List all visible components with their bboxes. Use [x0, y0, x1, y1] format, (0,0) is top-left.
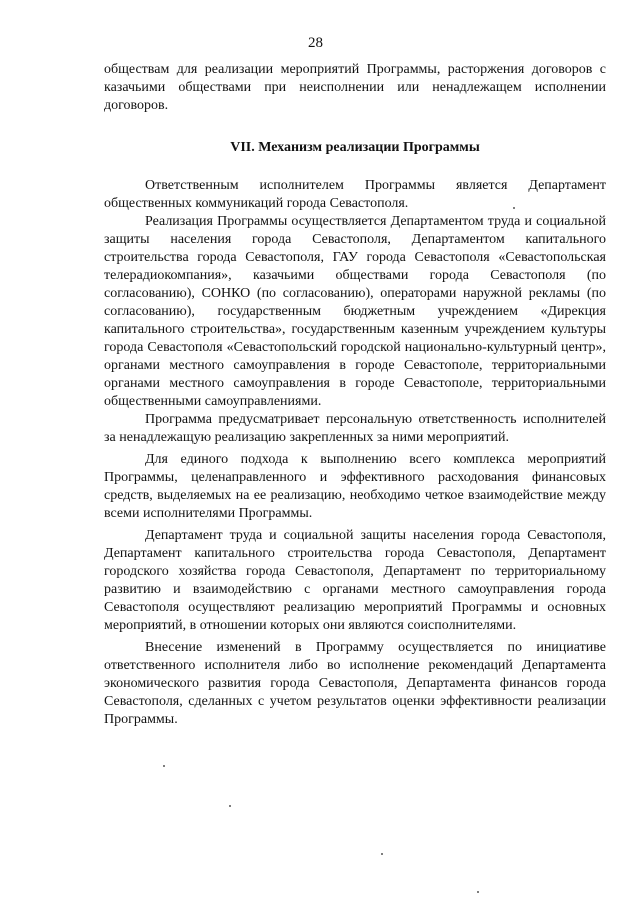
section-title: VII. Механизм реализации Программы	[230, 140, 480, 155]
page-number: 28	[308, 35, 323, 51]
scan-speck	[381, 853, 383, 855]
paragraph-coordination: Для единого подхода к выполнению всего комплекса мероприятий Программы, целенаправленного и эффективного расходования финансовых средств, выделяемых на ее реализацию, необходимо четкое взаимодействие между всеми исполнителями Программы.	[104, 452, 606, 521]
paragraph-co-executors: Департамент труда и социальной защиты населения города Севастополя, Департамент капитального строительства города Севастополя, Департамент городского хозяйства города Севастополя, Департамент по территориальному развитию и взаимодействию с органами местного самоуправления города Севастополя осуществляют реализацию мероприятий Программы и основных мероприятий, в отношении которых они являются соисполнителями.	[104, 528, 606, 633]
intro-paragraph: обществам для реализации мероприятий Программы, расторжения договоров с казачьими обществами при неисполнении или ненадлежащем исполнении договоров.	[104, 62, 606, 113]
paragraph-implementation: Реализация Программы осуществляется Департаментом труда и социальной защиты населения города Севастополя, Департаментом капитального строительства города Севастополя, ГАУ города Севастополя «Севастопольская телерадиокомпания», казачьими обществами города Севастополя (по согласованию), СОНКО (по согласованию), операторами наружной рекламы (по согласованию), государственным бюджетным учреждением «Дирекция капитального строительства», государственным казенным учреждением культуры города Севастополя «Севастопольский городской национально-культурный центр», органами местного самоуправления в городе Севастополе, территориальными органами местного самоуправления в городе Севастополе, территориальными общественными самоуправлениями.	[104, 214, 606, 409]
scan-speck	[477, 891, 479, 893]
scan-speck	[513, 207, 515, 209]
scan-speck	[229, 805, 231, 807]
paragraph-responsibility: Программа предусматривает персональную ответственность исполнителей за ненадлежащую реализацию закрепленных за ними мероприятий.	[104, 412, 606, 445]
paragraph-amendments: Внесение изменений в Программу осуществляется по инициативе ответственного исполнителя либо во исполнение рекомендаций Департамента экономического развития города Севастополя, Департамента финансов города Севастополя, сделанных с учетом результатов оценки эффективности реализации Программы.	[104, 640, 606, 727]
scan-speck	[163, 765, 165, 767]
document-body	[104, 61, 606, 729]
paragraph-responsible-executor: Ответственным исполнителем Программы является Департамент общественных коммуникаций города Севастополя.	[104, 178, 606, 211]
